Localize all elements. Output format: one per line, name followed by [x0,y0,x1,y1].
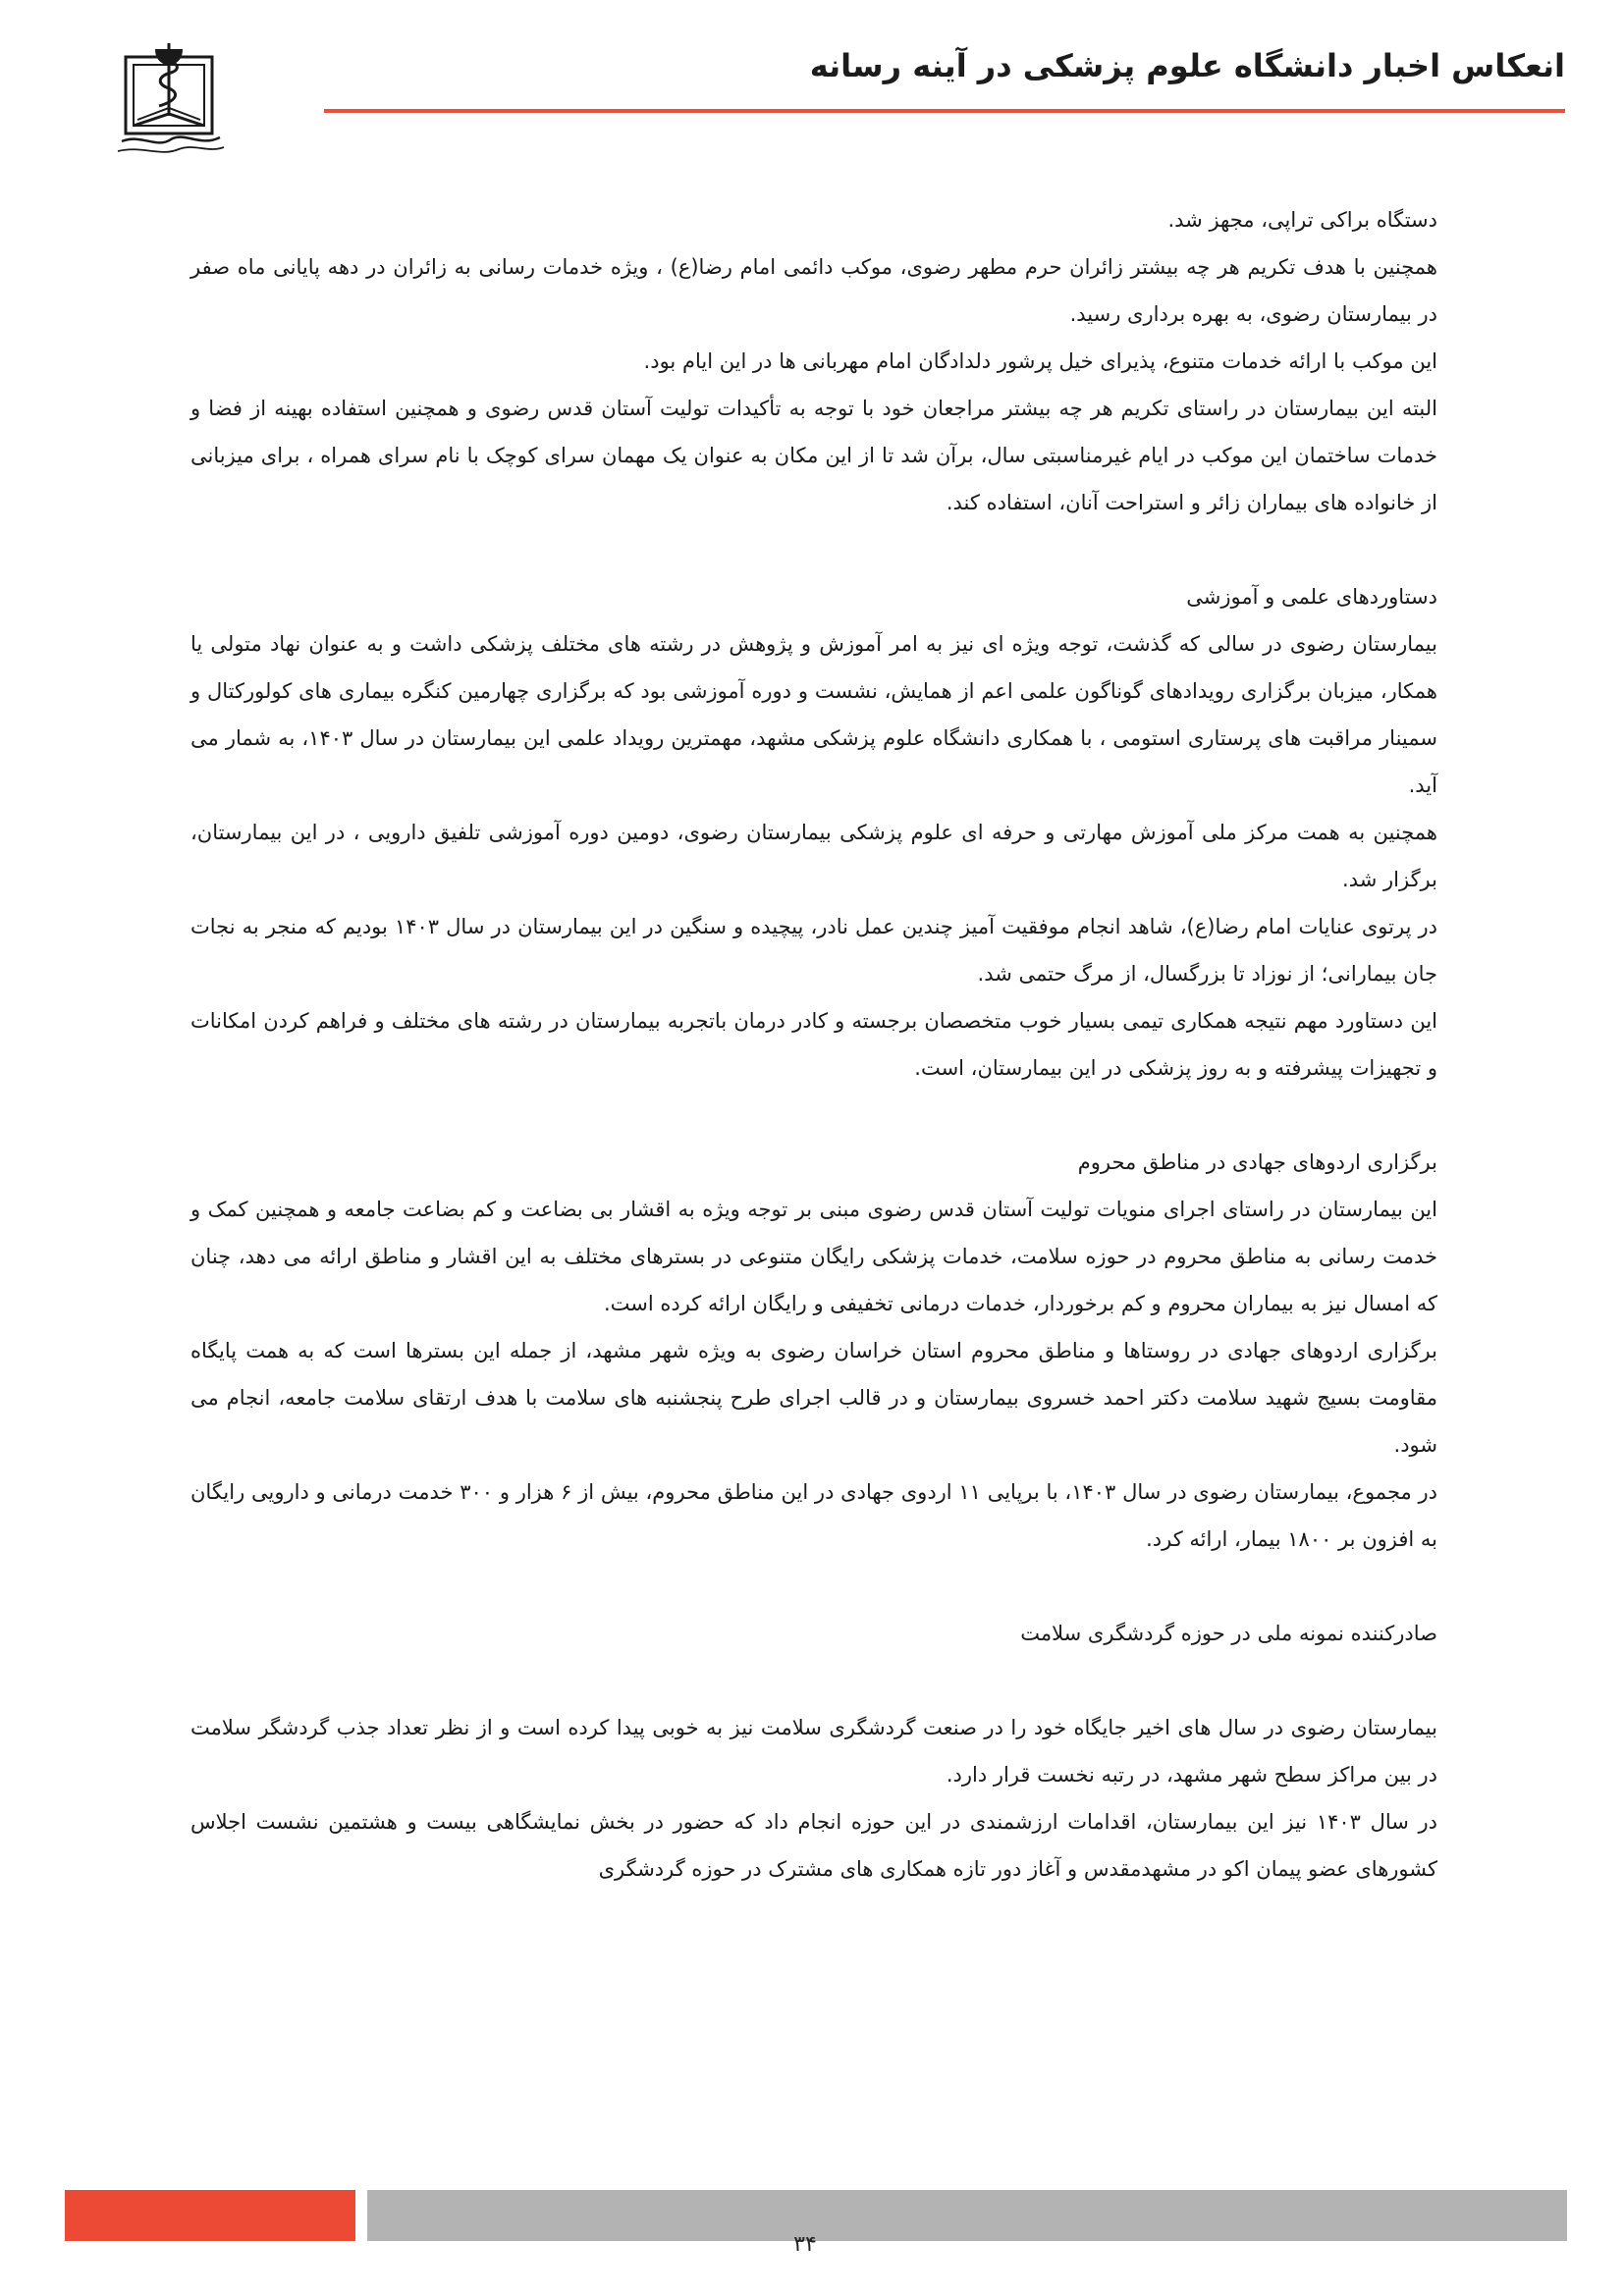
paragraph: دستگاه براکی تراپی، مجهز شد. [1167,208,1437,232]
page-header-title: انعکاس اخبار دانشگاه علوم پزشکی در آینه رسانه [809,47,1565,84]
paragraph: در سال ۱۴۰۳ نیز این بیمارستان، اقدامات ارزشمندی در این حوزه انجام داد که حضور در بخش نمایشگاهی بیست و هشتمین نشست اجلاس کشورهای عضو پیمان اکو در مشهدمقدس و آغاز دور تازه همکاری های مشترک در حوزه گردشگری [190,1810,1437,1881]
footer-accent-bar [65,2190,355,2241]
section-heading: دستاوردهای علمی و آموزشی [1186,585,1437,609]
paragraph: برگزاری اردوهای جهادی در روستاها و مناطق محروم استان خراسان رضوی به ویژه شهر مشهد، از جمله این بسترها است که به همت پایگاه مقاومت بسیج شهید سلامت دکتر احمد خسروی بیمارستان و در قالب اجرای طرح پنجشنبه های سلامت با هدف ارتقای سلامت جامعه، انجام می شود. [190,1339,1437,1457]
section-heading: صادرکننده نمونه ملی در حوزه گردشگری سلامت [1020,1622,1437,1645]
header-divider [324,109,1565,113]
paragraph: بیمارستان رضوی در سال های اخیر جایگاه خود را در صنعت گردشگری سلامت نیز به خوبی پیدا کرده است و از نظر تعداد جذب گردشگر سلامت در بین مراکز سطح شهر مشهد، در رتبه نخست قرار دارد. [190,1716,1437,1787]
paragraph: در پرتوی عنایات امام رضا(ع)، شاهد انجام موفقیت آمیز چندین عمل نادر، پیچیده و سنگین در این بیمارستان در سال ۱۴۰۳ بودیم که منجر به نجات جان بیمارانی؛ از نوزاد تا بزرگسال، از مرگ حتمی شد. [190,915,1437,986]
paragraph: البته این بیمارستان در راستای تکریم هر چه بیشتر مراجعان خود با توجه به تأکیدات تولیت آستان قدس رضوی و همچنین استفاده بهینه از فضا و خدمات ساختمان این موکب در ایام غیرمناسبتی سال، برآن شد تا از این مکان به عنوان یک مهمان سرای کوچک با نام سرای همراه ، برای میزبانی از خانواده های بیماران زائر و استراحت آنان، استفاده کند. [190,397,1437,514]
paragraph: این بیمارستان در راستای اجرای منویات تولیت آستان قدس رضوی مبنی بر توجه ویژه به اقشار بی بضاعت و کم بضاعت جامعه و همچنین کمک و خدمت رسانی به مناطق محروم در حوزه سلامت، خدمات پزشکی رایگان متنوعی در بسترهای مختلف به این اقشار و مناطق ارائه می دهد، چنان که امسال نیز به بیماران محروم و کم برخوردار، خدمات درمانی تخفیفی و رایگان ارائه کرده است. [190,1198,1437,1315]
university-logo-icon [102,35,240,173]
page-number: ۳۴ [793,2232,817,2257]
paragraph: در مجموع، بیمارستان رضوی در سال ۱۴۰۳، با برپایی ۱۱ اردوی جهادی در این مناطق محروم، بیش از ۶ هزار و ۳۰۰ خدمت درمانی و دارویی رایگان به افزون بر ۱۸۰۰ بیمار، ارائه کرد. [190,1480,1437,1551]
paragraph: این موکب با ارائه خدمات متنوع، پذیرای خیل پرشور دلدادگان امام مهربانی ها در این ایام بود. [643,349,1437,373]
article-body [190,196,1437,1893]
university-logo [102,35,240,173]
section-heading: برگزاری اردوهای جهادی در مناطق محروم [1077,1150,1437,1174]
paragraph: این دستاورد مهم نتیجه همکاری تیمی بسیار خوب متخصصان برجسته و کادر درمان باتجربه بیمارستان در رشته های مختلف و فراهم کردن امکانات و تجهیزات پیشرفته و به روز پزشکی در این بیمارستان، است. [190,1009,1437,1080]
paragraph: بیمارستان رضوی در سالی که گذشت، توجه ویژه ای نیز به امر آموزش و پژوهش در رشته های مختلف پزشکی داشت و به عنوان نهاد متولی یا همکار، میزبان برگزاری رویدادهای گوناگون علمی اعم از همایش، نشست و دوره آموزشی بود که برگزاری چهارمین کنگره بیماری های کولورکتال و سمینار مراقبت های پرستاری استومی ، با همکاری دانشگاه علوم پزشکی مشهد، مهمترین رویداد علمی این بیمارستان در سال ۱۴۰۳، به شمار می آید. [190,632,1437,797]
paragraph: همچنین با هدف تکریم هر چه بیشتر زائران حرم مطهر رضوی، موکب دائمی امام رضا(ع) ، ویژه خدمات رسانی به زائران در دهه پایانی ماه صفر در بیمارستان رضوی، به بهره برداری رسید. [190,255,1437,326]
footer-bar [367,2190,1567,2241]
paragraph: همچنین به همت مرکز ملی آموزش مهارتی و حرفه ای علوم پزشکی بیمارستان رضوی، دومین دوره آموزشی تلفیق دارویی ، در این بیمارستان، برگزار شد. [190,821,1437,891]
